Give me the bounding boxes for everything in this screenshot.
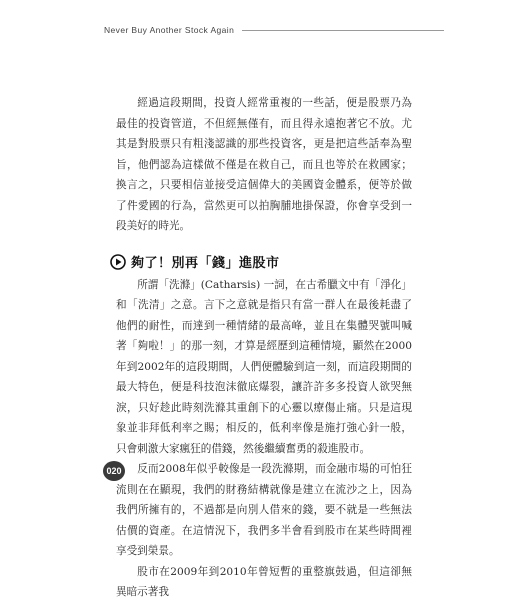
running-header — [104, 23, 444, 37]
book-title: Never Buy Another Stock Again — [104, 25, 235, 35]
body-paragraph-3: 股市在2009年到2010年曾短暫的重整旗鼓過，但這卻無異暗示著我 — [116, 565, 412, 598]
section-title: 夠了！別再「錢」進股市 — [131, 256, 280, 271]
body-paragraph-2: 反而2008年似乎較像是一段洗滌期，而金融市場的可怕狂流則在在顯現，我們的財務結構就像是建立在流沙之上，因為我們所擁有的，不過都是向別人借來的錢，要不就是一些無法估價的資產。在這情況下，我們多半會看到股市在某些時間裡享受到榮景。 — [116, 463, 412, 557]
body-paragraph-1: 所謂「洗滌」(Catharsis) 一詞，在古希臘文中有「淨化」和「洗清」之意。言下之意就是指只有當一群人在最後耗盡了他們的耐性，而達到一種情緒的最高峰，並且在集體哭號叫喊著「夠啦！」的那一刻，才算是經歷到這種情境，顯然在2000年到2002年的這段期間，人們便體驗到這一刻，而這段期間的最大特色，便是科技泡沫徹底爆裂，讓許許多多投資人欲哭無淚，只好趁此時刻洗滌其重創下的心靈以療傷止痛。只是這現象並非拜低利率之賜；相反的，低利率像是施打強心針一般，只會刺激大家瘋狂的借錢，然後繼續奮勇的殺進股市。 — [116, 278, 412, 455]
header-rule — [242, 30, 444, 31]
page-body — [116, 93, 412, 603]
intro-paragraph: 經過這段期間，投資人經常重複的一些話，便是股票乃為最佳的投資管道，不但經無僅有，而且得永遠抱著它不放。尤其是對股票只有粗淺認識的那些投資客，更是把這些話奉為聖旨，他們認為這樣做不僅是在救自己，而且也等於在救國家；換言之，只要相信並接受這個偉大的美國資金體系，便等於做了件愛國的行為，當然更可以拍胸脯地掛保證，你會享受到一段美好的時光。 — [116, 97, 412, 232]
page-number: 020 — [103, 461, 125, 481]
play-arrow-icon — [110, 254, 126, 270]
section-heading — [110, 251, 412, 273]
